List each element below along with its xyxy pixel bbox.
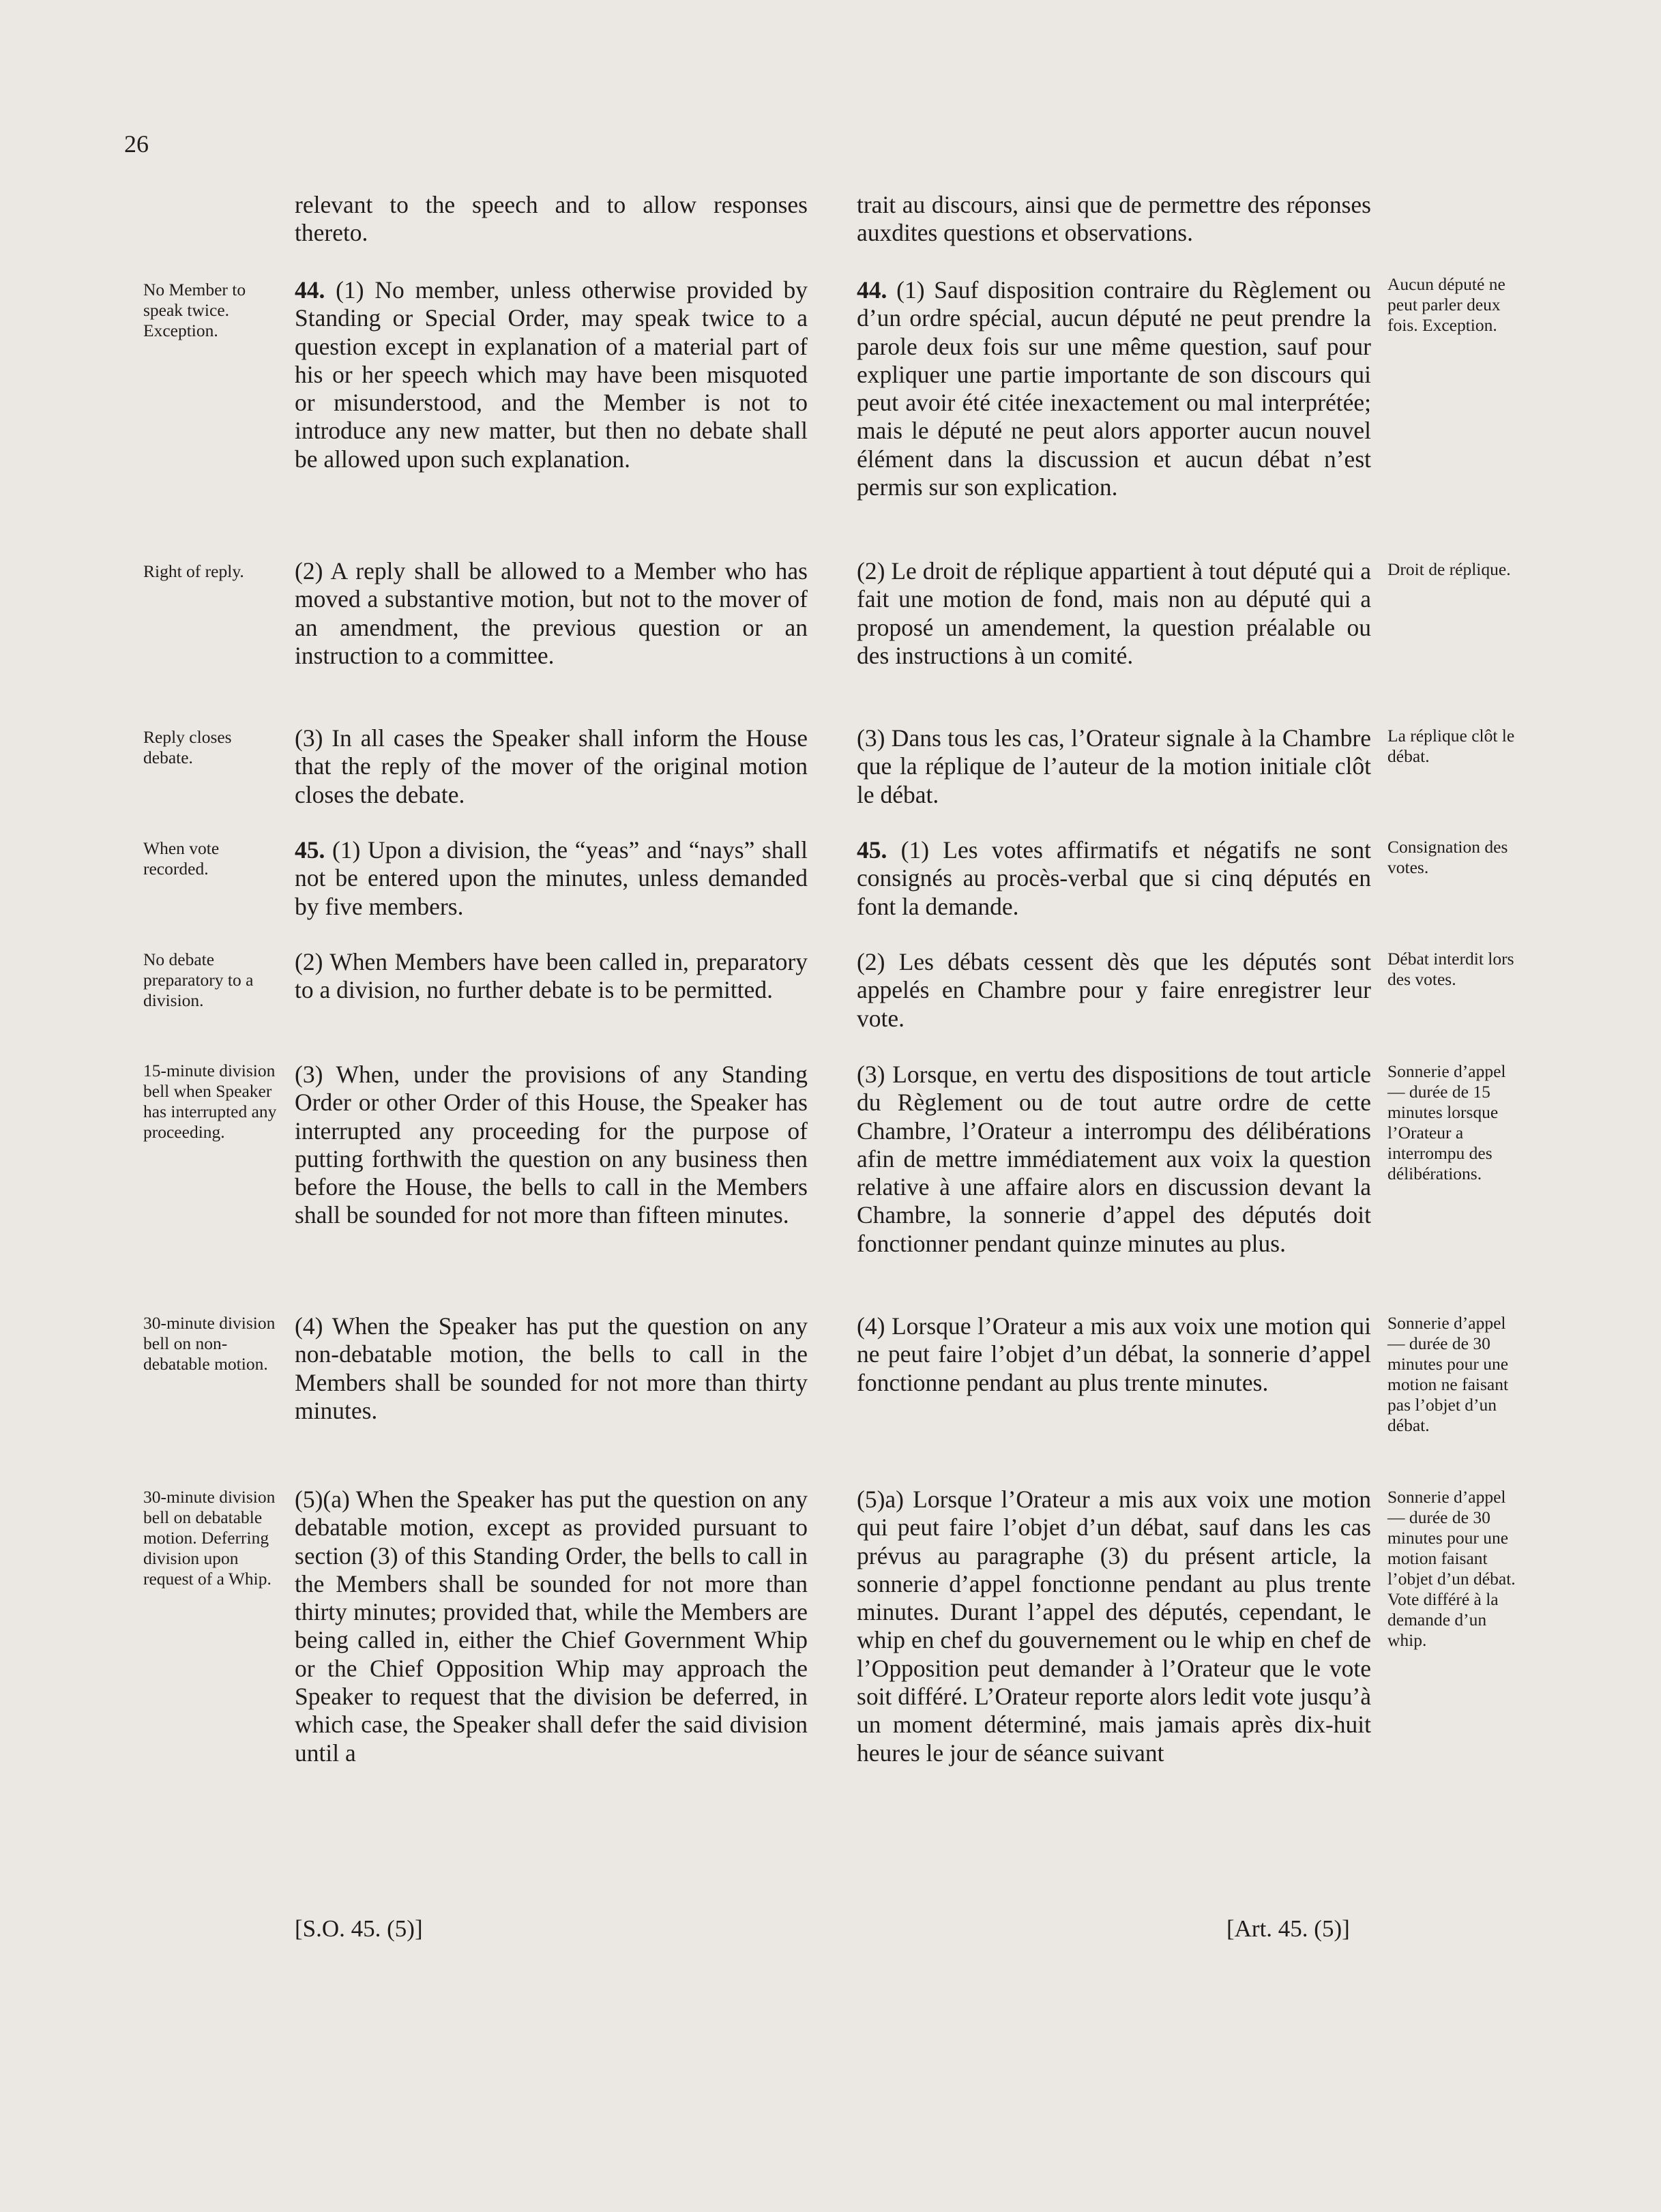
footer-reference-fr: [Art. 45. (5)]	[1226, 1915, 1350, 1942]
margin-note-fr: Sonnerie d’appel — durée de 30 minutes pour une motion faisant l’objet d’un débat. Vote différé à la demande d’un whip.	[1387, 1487, 1516, 1650]
paragraph-en-45-1	[295, 836, 808, 921]
paragraph-fr-45-3: (3) Lorsque, en vertu des dispositions de tout article du Règlement ou de tout autre ordre de cette Chambre, l’Orateur a interrompu des délibérations afin de mettre immédiatement aux voix la question relative à une affaire alors en discussion devant la Chambre, la sonnerie d’appel des députés doit fonctionner pendant quinze minutes au plus.	[857, 1061, 1371, 1257]
paragraph-en-continuation: relevant to the speech and to allow responses thereto.	[295, 191, 808, 247]
paragraph-en-44-2: (2) A reply shall be allowed to a Member who has moved a substantive motion, but not to the mover of an amendment, the previous question or an instruction to a committee.	[295, 557, 808, 669]
margin-note-en: 30-minute division bell on non-debatable motion.	[143, 1313, 276, 1374]
paragraph-text: (1) Upon a division, the “yeas” and “nays” shall not be entered upon the minutes, unless demanded by five members.	[295, 836, 808, 920]
paragraph-fr-44-1	[857, 276, 1371, 501]
margin-note-fr: Sonnerie d’appel — durée de 15 minutes lorsque l’Orateur a interrompu des délibérations.	[1387, 1061, 1506, 1183]
margin-note-en: 30-minute division bell on debatable motion. Deferring division upon request of a Whip.	[143, 1487, 276, 1589]
margin-note-en: Reply closes debate.	[143, 727, 232, 767]
margin-note-fr: Sonnerie d’appel — durée de 30 minutes pour une motion ne faisant pas l’objet d’un débat.	[1387, 1313, 1509, 1435]
paragraph-fr-45-1	[857, 836, 1371, 921]
paragraph-en-45-5a: (5)(a) When the Speaker has put the question on any debatable motion, except as provided pursuant to section (3) of this Standing Order, the bells to call in the Members shall be sounded for not more than thirty minutes; provided that, while the Members are being called in, either the Chief Government Whip or the Chief Opposition Whip may approach the Speaker to request that the division be deferred, in which case, the Speaker shall defer the said division until a	[295, 1486, 808, 1767]
margin-note-fr: Consignation des votes.	[1387, 837, 1508, 877]
paragraph-fr-45-4: (4) Lorsque l’Orateur a mis aux voix une motion qui ne peut faire l’objet d’un débat, la sonnerie d’appel fonctionne pendant au plus trente minutes.	[857, 1312, 1371, 1396]
margin-note-en: No Member to speak twice. Exception.	[143, 280, 246, 340]
paragraph-en-45-3: (3) When, under the provisions of any Standing Order or other Order of this House, the Speaker has interrupted any proceeding for the purpose of putting forthwith the question on any business then before the House, the bells to call in the Members shall be sounded for not more than fifteen minutes.	[295, 1061, 808, 1229]
margin-note-en: 15-minute division bell when Speaker has interrupted any proceeding.	[143, 1061, 277, 1142]
footer-reference-en: [S.O. 45. (5)]	[295, 1915, 423, 1942]
section-number: 45.	[857, 836, 887, 864]
paragraph-fr-44-3: (3) Dans tous les cas, l’Orateur signale à la Chambre que la réplique de l’auteur de la motion initiale clôt le débat.	[857, 724, 1371, 808]
section-number: 44.	[295, 276, 325, 304]
paragraph-en-44-1	[295, 276, 808, 473]
paragraph-en-44-3: (3) In all cases the Speaker shall inform the House that the reply of the mover of the original motion closes the debate.	[295, 724, 808, 808]
paragraph-text: (1) Les votes affirmatifs et négatifs ne sont consignés au procès-verbal que si cinq députés en font la demande.	[857, 836, 1371, 920]
page-number: 26	[124, 130, 149, 158]
margin-note-fr: Débat interdit lors des votes.	[1387, 949, 1514, 989]
margin-note-en: No debate preparatory to a division.	[143, 949, 254, 1010]
paragraph-fr-continuation: trait au discours, ainsi que de permettre des réponses auxdites questions et observations.	[857, 191, 1371, 247]
paragraph-fr-45-2: (2) Les débats cessent dès que les députés sont appelés en Chambre pour y faire enregistrer leur vote.	[857, 948, 1371, 1032]
paragraph-en-45-2: (2) When Members have been called in, preparatory to a division, no further debate is to be permitted.	[295, 948, 808, 1004]
margin-note-en: Right of reply.	[143, 561, 244, 581]
paragraph-text: (1) Sauf disposition contraire du Règlement ou d’un ordre spécial, aucun député ne peut prendre la parole deux fois sur une même question, sauf pour expliquer une partie importante de son discours qui peut avoir été citée inexactement ou mal interprétée; mais le député ne peut alors apporter aucun nouvel élément dans la discussion et aucun débat n’est permis sur son explication.	[857, 276, 1371, 501]
margin-note-fr: Aucun député ne peut parler deux fois. Exception.	[1387, 274, 1505, 335]
paragraph-fr-44-2: (2) Le droit de réplique appartient à tout député qui a fait une motion de fond, mais non au député qui a proposé un amendement, la question préalable ou des instructions à un comité.	[857, 557, 1371, 669]
paragraph-en-45-4: (4) When the Speaker has put the question on any non-debatable motion, the bells to call in the Members shall be sounded for not more than thirty minutes.	[295, 1312, 808, 1424]
margin-note-en: When vote recorded.	[143, 838, 220, 879]
paragraph-text: (1) No member, unless otherwise provided by Standing or Special Order, may speak twice to a question except in explanation of a material part of his or her speech which may have been misquoted or misunderstood, and the Member is not to introduce any new matter, but then no debate shall be allowed upon such explanation.	[295, 276, 808, 473]
section-number: 45.	[295, 836, 325, 864]
margin-note-fr: Droit de réplique.	[1387, 559, 1511, 579]
section-number: 44.	[857, 276, 887, 304]
paragraph-fr-45-5a: (5)a) Lorsque l’Orateur a mis aux voix une motion qui peut faire l’objet d’un débat, sauf dans les cas prévus au paragraphe (3) du présent article, la sonnerie d’appel fonctionne pendant au plus trente minutes. Durant l’appel des députés, cependant, le whip en chef du gouvernement ou le whip en chef de l’Opposition peut demander à l’Orateur que le vote soit différé. L’Orateur reporte alors ledit vote jusqu’à un moment déterminé, mais jamais après dix-huit heures le jour de séance suivant	[857, 1486, 1371, 1767]
margin-note-fr: La réplique clôt le débat.	[1387, 726, 1515, 766]
